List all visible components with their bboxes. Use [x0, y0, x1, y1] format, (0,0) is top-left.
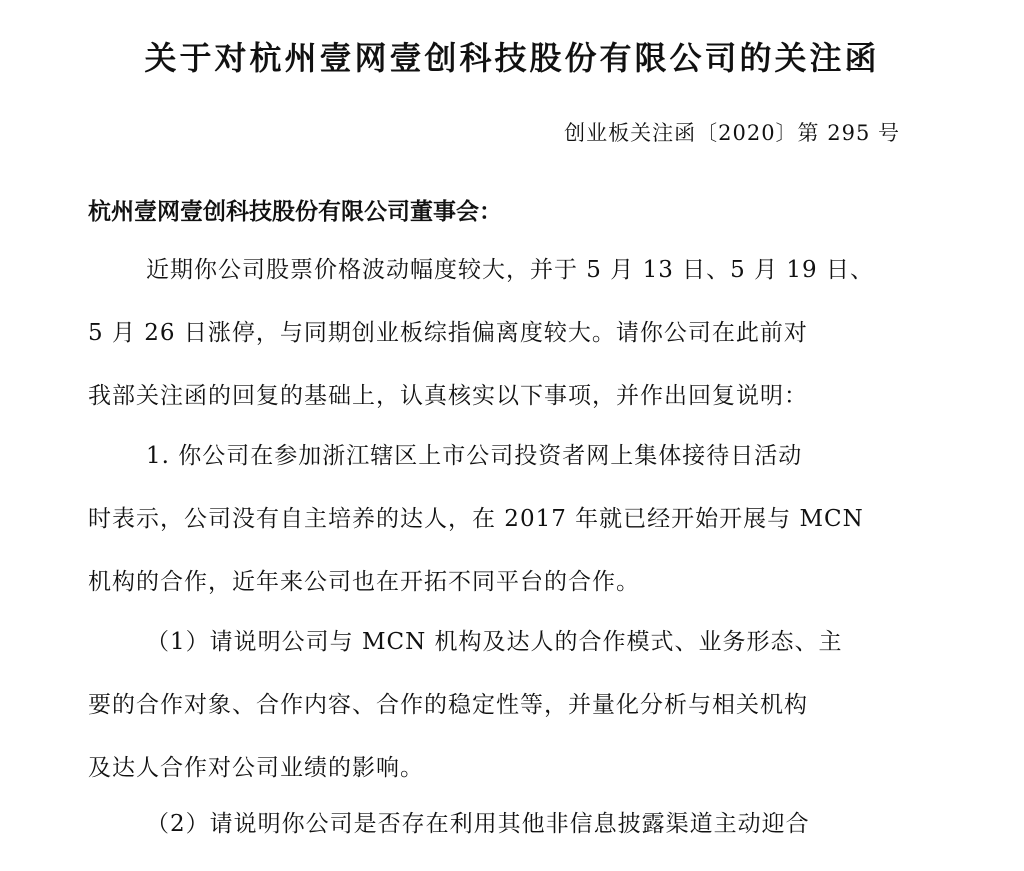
- paragraph-line: （1）请说明公司与 MCN 机构及达人的合作模式、业务形态、主: [146, 629, 843, 655]
- paragraph-2: [88, 436, 908, 625]
- paragraph-line: （2）请说明你公司是否存在利用其他非信息披露渠道主动迎合: [146, 811, 810, 837]
- document-title: 关于对杭州壹网壹创科技股份有限公司的关注函: [144, 39, 880, 77]
- paragraph-line: 机构的合作，近年来公司也在开拓不同平台的合作。: [88, 569, 640, 595]
- paragraph-line: 1. 你公司在参加浙江辖区上市公司投资者网上集体接待日活动: [146, 443, 803, 469]
- paragraph-line: 5 月 26 日涨停，与同期创业板综指偏离度较大。请你公司在此前对: [88, 320, 808, 346]
- paragraph-line: 近期你公司股票价格波动幅度较大，并于 5 月 13 日、5 月 19 日、: [146, 257, 874, 283]
- paragraph-line: 我部关注函的回复的基础上，认真核实以下事项，并作出回复说明：: [88, 383, 808, 409]
- addressee: 杭州壹网壹创科技股份有限公司董事会：: [88, 199, 502, 225]
- paragraph-1: [88, 250, 908, 439]
- paragraph-4: [88, 804, 908, 867]
- document-number: 创业板关注函〔2020〕第 295 号: [564, 121, 900, 145]
- paragraph-3: [88, 622, 908, 811]
- paragraph-line: 时表示，公司没有自主培养的达人，在 2017 年就已经开始开展与 MCN: [88, 506, 864, 532]
- paragraph-line: 及达人合作对公司业绩的影响。: [88, 755, 424, 781]
- paragraph-line: 要的合作对象、合作内容、合作的稳定性等，并量化分析与相关机构: [88, 692, 808, 718]
